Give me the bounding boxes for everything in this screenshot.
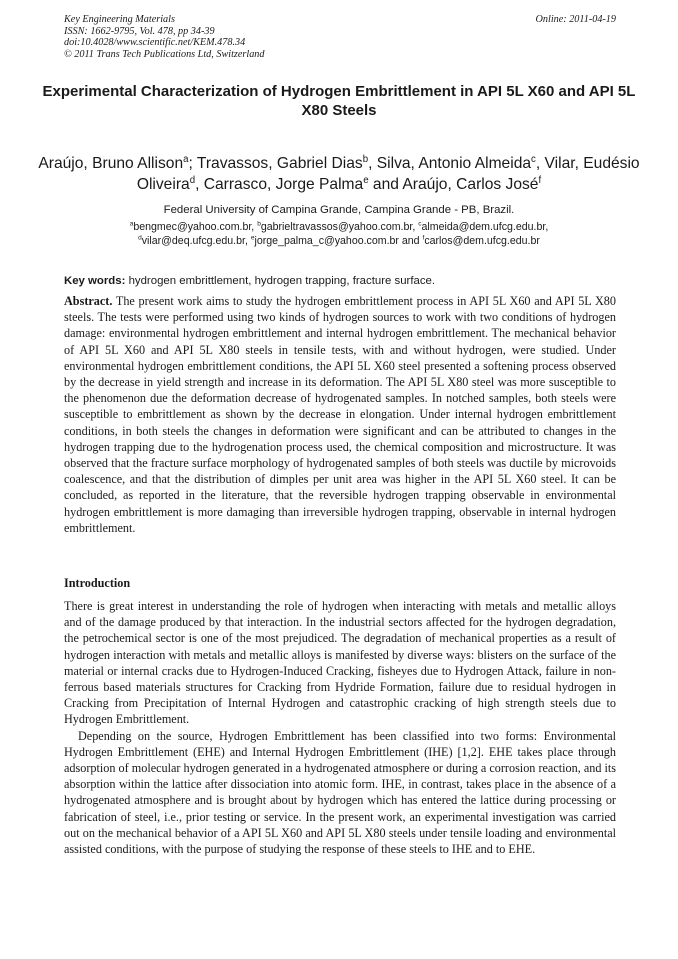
publication-header	[64, 14, 616, 60]
email-superscript: f	[422, 233, 425, 241]
author-superscript: b	[362, 153, 369, 165]
paragraph: There is great interest in understanding the role of hydrogen when interacting with metals and metallic alloys and of the damage produced by that interaction. In the industrial sectors affected for the hydrogen degradation, the petrochemical sector is one of the most prejudiced. The degradation of mechanical properties as a result of hydrogen interaction with metals and metallic alloys is manifested by diverse ways: blisters on the surface of the material or internal cracks due to Hydrogen-Induced Cracking, fisheyes due to Hydrogen Attack, failure in non-ferrous based materials structures for Cracking from Hydride Formation, failure due to residual hydrogen in Cracking from Precipitation of Internal Hydrogen and catastrophic cracking of high strength steels due to Hydrogen Embrittlement.	[64, 599, 616, 727]
section-heading-introduction: Introduction	[64, 576, 131, 590]
keywords-text: hydrogen embrittlement, hydrogen trapping, fracture surface.	[125, 275, 436, 287]
journal-name: Key Engineering Materials	[64, 14, 175, 25]
author-emails	[30, 221, 648, 248]
email-superscript: e	[250, 233, 255, 241]
author-superscript: d	[189, 174, 196, 186]
author-name: , Carrasco, Jorge Palma	[195, 176, 364, 193]
paragraph: Depending on the source, Hydrogen Embrittlement has been classified into two forms: Environmental Hydrogen Embrittlement (EHE) and Internal Hydrogen Embrittlement (IHE) [1,2]. EHE takes place through adsorption of molecular hydrogen generated in a hydrogenated atmosphere or during a corrosion reaction, and its absorption within the lattice after dissociation into atomic form. IHE, in contrast, takes place in the absence of a hydrogenated atmosphere and is brought about by hydrogen which has entered the lattice during processing or fabrication of steel, i.e., prior testing or service. In the present work, an experimental investigation was carried out on the mechanical behavior of a API 5L X60 and API 5L X80 steels under tensile loading and environmental assisted conditions, with the purpose of studying the response of these steels to IHE and to EHE.	[64, 728, 616, 857]
abstract	[64, 293, 616, 536]
email-link[interactable]: carlos@dem.ufcg.edu.br	[424, 234, 540, 247]
author-name: , Silva, Antonio Almeida	[368, 155, 532, 172]
online-date: Online: 2011-04-19	[535, 14, 616, 25]
author-name: and Araújo, Carlos José	[368, 176, 539, 193]
author-superscript: e	[363, 174, 369, 186]
email-link[interactable]: almeida@dem.ufcg.edu.br,	[421, 221, 549, 233]
abstract-label: Abstract.	[64, 294, 113, 308]
keywords	[64, 274, 616, 288]
email-superscript: c	[418, 220, 422, 228]
author-name: Araújo, Bruno Allison	[38, 155, 184, 172]
introduction-section	[64, 598, 616, 857]
author-superscript: f	[538, 174, 542, 186]
abstract-text: The present work aims to study the hydrogen embrittlement process in API 5L X60 and API 5L X80 steels. The tests were performed using two kinds of hydrogen sources to work with two conditions of hydrogen damage: environmental hydrogen embrittlement and internal hydrogen embrittlement. The mechanical behavior of API 5L X60 and API 5L X80 steels in tensile tests, with and without hydrogen, were studied. Under environmental hydrogen embrittlement conditions, the API 5L X60 steel presented a softening process observed by the decrease in yield strength and increase in its deformation. The API 5L X80 steel was more susceptible to the phenomenon due the deformation decrease of hydrogenated samples. In notched samples, both steels were susceptible to embrittlement as shown by the decrease in elongation. Under internal hydrogen embrittlement conditions, in both steels the changes in deformation were significant and can be attributed to changes in the hydrogen trapping due to the hydrogenation process used, the chemical composition and microstructure. It was observed that the fracture surface morphology of hydrogenated samples of both steels was ductile by microvoids coalescence, and that the distribution of dimples per unit area was higher in the API 5L X60 steel. It can be concluded, as reported in the literature, that the reversible hydrogen trapping observable in environmental hydrogen embrittlement is more damaging than irreversible hydrogen trapping, observable in internal hydrogen embrittlement.	[64, 294, 616, 535]
author-name: ; Travassos, Gabriel Dias	[188, 155, 363, 172]
copyright-line: © 2011 Trans Tech Publications Ltd, Switzerland	[64, 48, 265, 60]
author-name: , Vilar, Eudésio Oliveira	[136, 155, 640, 193]
email-superscript: a	[129, 220, 134, 228]
paper-title: Experimental Characterization of Hydrogen Embrittlement in API 5L X60 and API 5L X80 Steels	[42, 83, 636, 119]
author-superscript: c	[531, 153, 536, 165]
doi-link[interactable]: doi:10.4028/www.scientific.net/KEM.478.34	[64, 37, 246, 49]
email-link[interactable]: bengmec@yahoo.com.br,	[133, 221, 258, 233]
author-list	[30, 153, 648, 195]
affiliation: Federal University of Campina Grande, Campina Grande - PB, Brazil.	[163, 204, 515, 216]
email-link[interactable]: jorge_palma_c@yahoo.com.br and	[254, 234, 423, 247]
email-link[interactable]: vilar@deq.ufcg.edu.br,	[141, 234, 251, 247]
keywords-label: Key words:	[64, 275, 126, 287]
issn-line: ISSN: 1662-9795, Vol. 478, pp 34-39	[64, 25, 215, 37]
author-superscript: a	[183, 153, 189, 165]
email-link[interactable]: gabrieltravassos@yahoo.com.br,	[260, 221, 419, 233]
email-superscript: d	[138, 233, 142, 241]
email-superscript: b	[257, 220, 261, 228]
